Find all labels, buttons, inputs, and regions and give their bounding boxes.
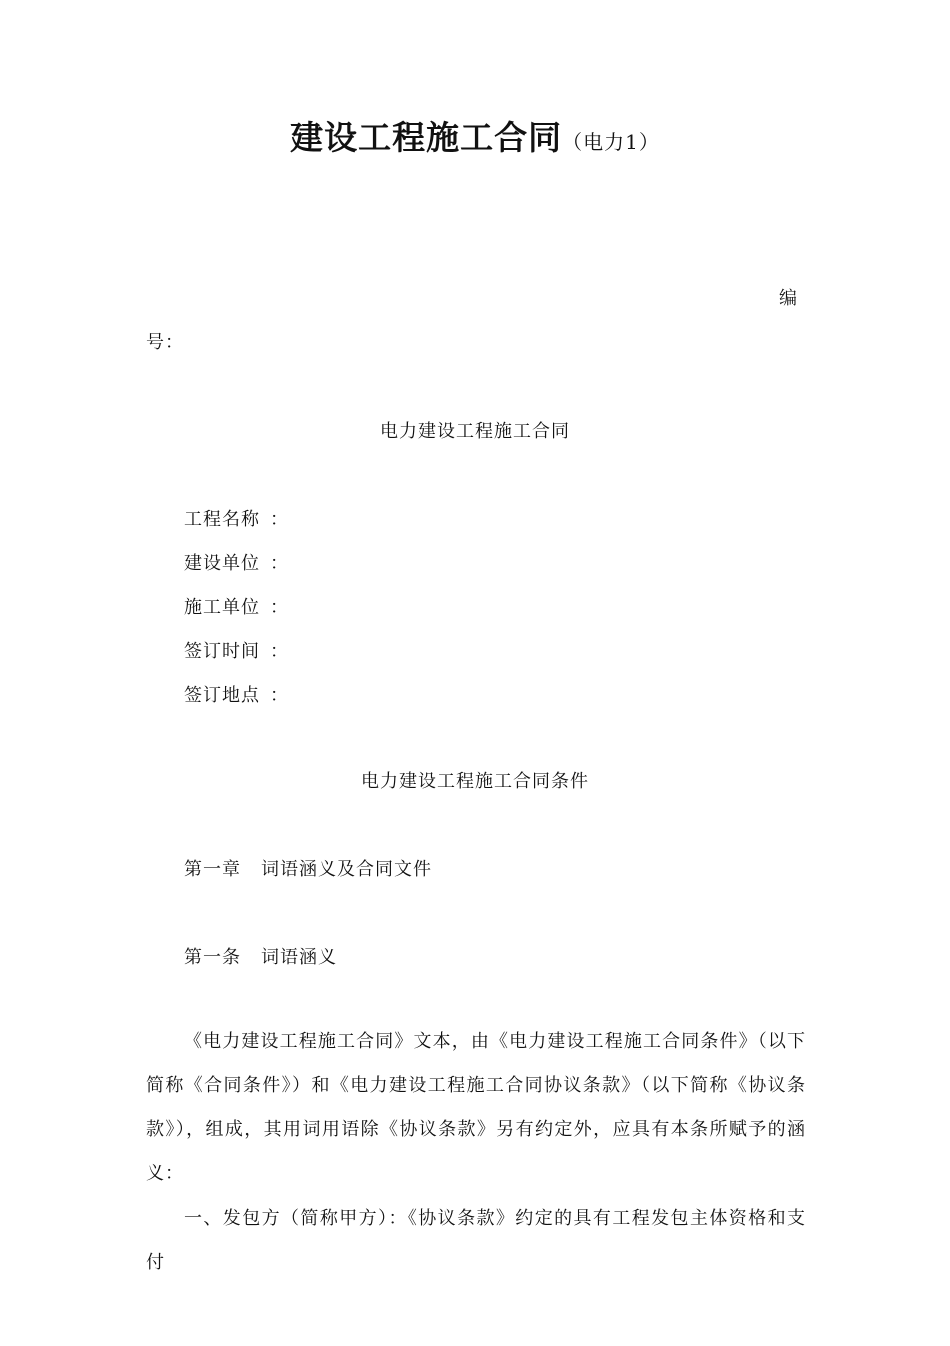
- contract-title: 电力建设工程施工合同: [380, 421, 570, 442]
- title-suffix: （电力1）: [562, 130, 660, 154]
- field-signing-date: [184, 637, 289, 663]
- conditions-title: 电力建设工程施工合同条件: [361, 771, 589, 792]
- field-owner-unit: [184, 549, 289, 575]
- field-label: 施工单位: [184, 597, 260, 618]
- field-label: 签订地点: [184, 685, 260, 706]
- article-title: 词语涵义: [261, 947, 337, 968]
- document-title: [0, 112, 950, 159]
- chapter-number: 第一章: [184, 859, 241, 880]
- field-contractor-unit: [184, 593, 289, 619]
- field-label: 签订时间: [184, 641, 260, 662]
- field-signing-place: [184, 681, 289, 707]
- number-label-part2: 号：: [146, 332, 184, 353]
- field-label: 工程名称: [184, 509, 260, 530]
- field-label: 建设单位: [184, 553, 260, 574]
- field-colon: ：: [270, 597, 289, 618]
- chapter-heading: [184, 855, 432, 881]
- article-heading: [184, 943, 337, 969]
- number-label-part1: 编: [779, 288, 798, 309]
- paragraph-definitions-intro: 《电力建设工程施工合同》文本，由《电力建设工程施工合同条件》（以下简称《合同条件》）和《电力建设工程施工合同协议条款》（以下简称《协议条款》），组成，其用词用语除《协议条款》另有约定外，应具有本条所赋予的涵义：: [146, 1031, 806, 1184]
- paragraph-employer-definition: 一、发包方（简称甲方）：《协议条款》约定的具有工程发包主体资格和支付: [146, 1208, 806, 1273]
- field-colon: ：: [270, 641, 289, 662]
- field-colon: ：: [270, 509, 289, 530]
- field-colon: ：: [270, 685, 289, 706]
- chapter-title: 词语涵义及合同文件: [261, 859, 432, 880]
- field-project-name: [184, 505, 289, 531]
- field-colon: ：: [270, 553, 289, 574]
- title-main: 建设工程施工合同: [290, 118, 563, 157]
- article-number: 第一条: [184, 947, 241, 968]
